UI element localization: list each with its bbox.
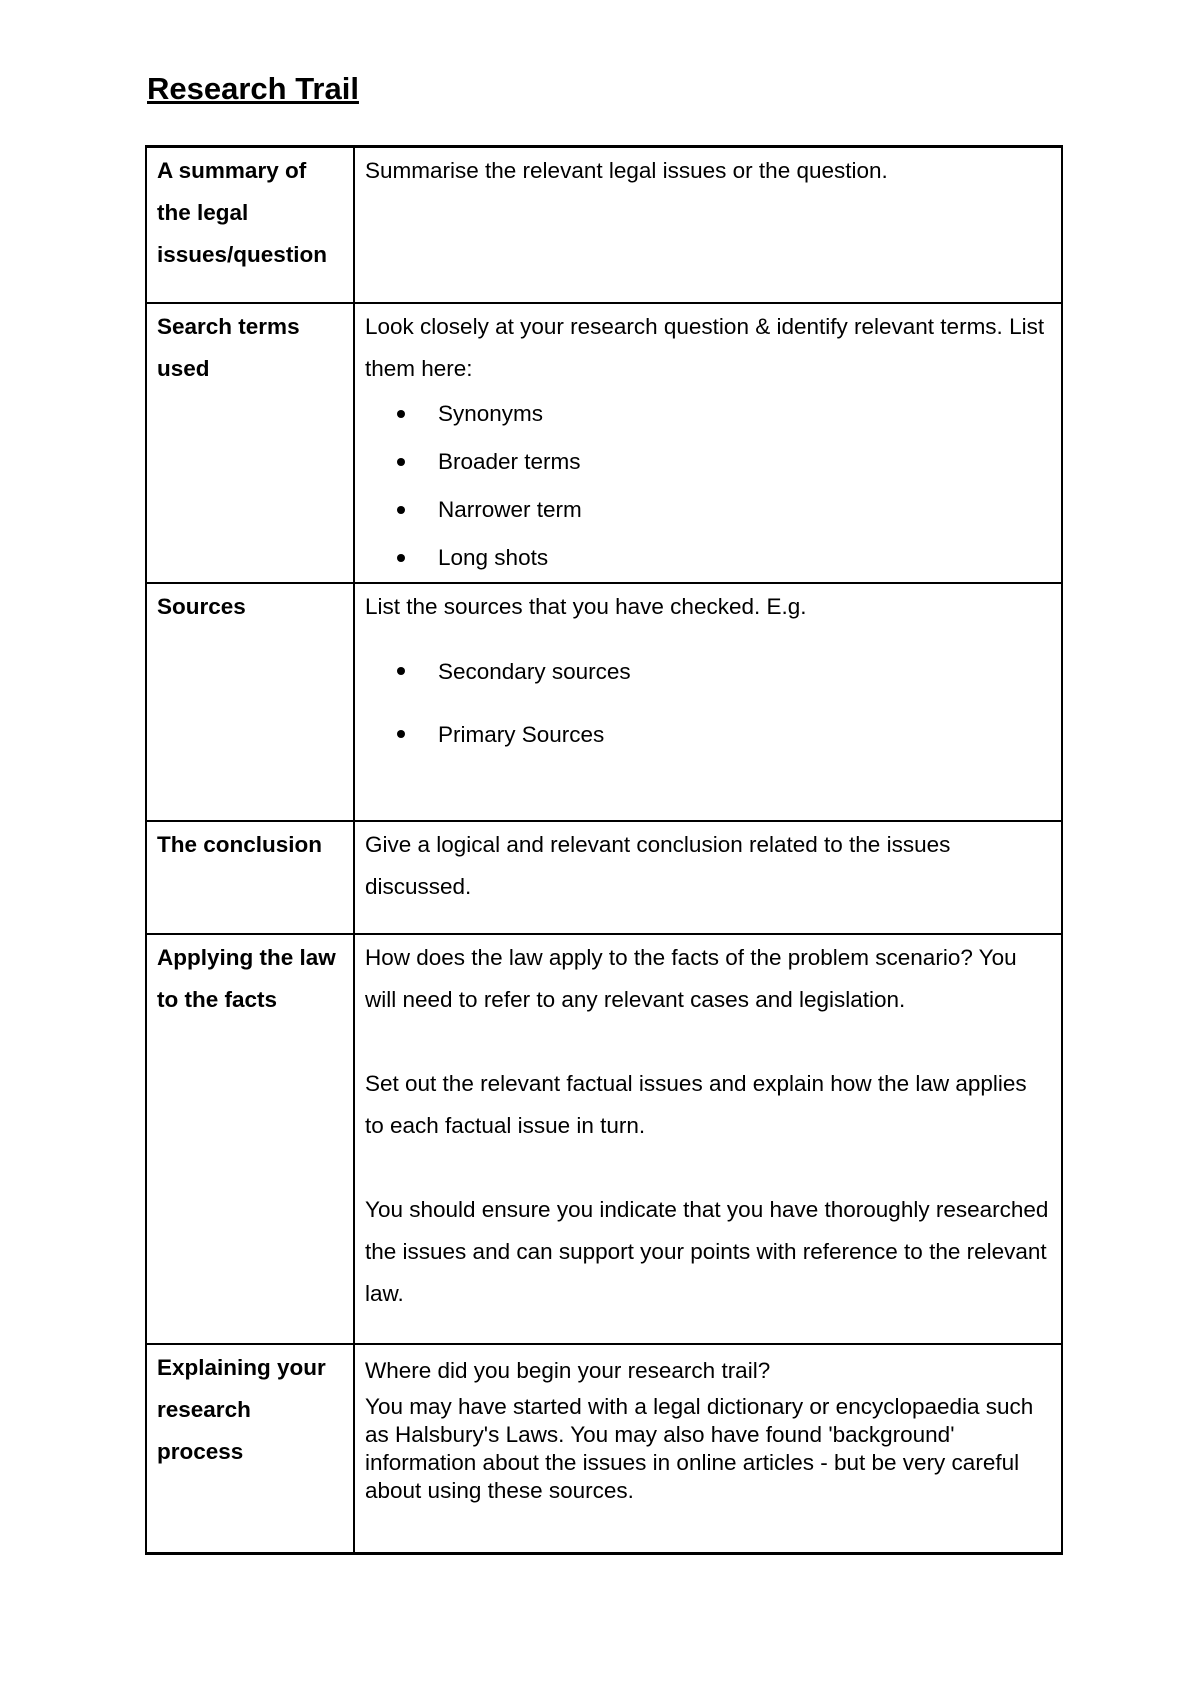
research-trail-table: [145, 145, 1063, 1555]
conclusion-text: Give a logical and relevant conclusion related to the issues discussed.: [365, 831, 951, 899]
list-item: Long shots: [395, 534, 1051, 582]
explaining-paragraph: You may have started with a legal dictionary or encyclopaedia such as Halsbury's Laws. You may also have found 'background' information about the issues in online articles - but be very careful about using these sources.: [365, 1393, 1034, 1503]
explaining-question: Where did you begin your research trail?: [365, 1357, 771, 1383]
table-row-explaining-process: [146, 1344, 1062, 1554]
summary-text: Summarise the relevant legal issues or the question.: [365, 158, 888, 183]
list-item: Synonyms: [395, 390, 1051, 438]
table-row-conclusion: [146, 821, 1062, 934]
sources-list: [365, 640, 1051, 766]
list-item: Secondary sources: [395, 640, 1051, 703]
row-content-sources: [354, 583, 1062, 821]
row-content-summary: [354, 147, 1062, 303]
row-label-sources: Sources: [146, 583, 354, 821]
row-content-search-terms: [354, 303, 1062, 583]
search-terms-intro: Look closely at your research question & identify relevant terms. List them here:: [365, 313, 1045, 381]
row-label-explaining-process: Explaining your research process: [146, 1344, 354, 1554]
table-row-sources: [146, 583, 1062, 821]
row-label-search-terms: Search terms used: [146, 303, 354, 583]
page-title: Research Trail: [147, 71, 359, 106]
list-item: Broader terms: [395, 438, 1051, 486]
list-item: Narrower term: [395, 486, 1051, 534]
row-label-summary: A summary of the legal issues/question: [146, 147, 354, 303]
table-row-applying-law: [146, 934, 1062, 1344]
list-item: Primary Sources: [395, 703, 1051, 766]
row-content-applying-law: [354, 934, 1062, 1344]
row-label-conclusion: The conclusion: [146, 821, 354, 934]
sources-intro: List the sources that you have checked. E.g.: [365, 593, 807, 619]
row-label-applying-law: Applying the law to the facts: [146, 934, 354, 1344]
row-content-conclusion: [354, 821, 1062, 934]
applying-paragraph-2: Set out the relevant factual issues and explain how the law applies to each factual issue in turn.: [365, 1070, 1027, 1138]
row-content-explaining-process: [354, 1344, 1062, 1554]
search-terms-list: [365, 390, 1051, 582]
applying-paragraph-3: You should ensure you indicate that you have thoroughly researched the issues and can support your points with reference to the relevant law.: [365, 1196, 1049, 1306]
applying-paragraph-1: How does the law apply to the facts of the problem scenario? You will need to refer to any relevant cases and legislation.: [365, 944, 1017, 1012]
table-row-search-terms: [146, 303, 1062, 583]
table-row-summary: [146, 147, 1062, 303]
